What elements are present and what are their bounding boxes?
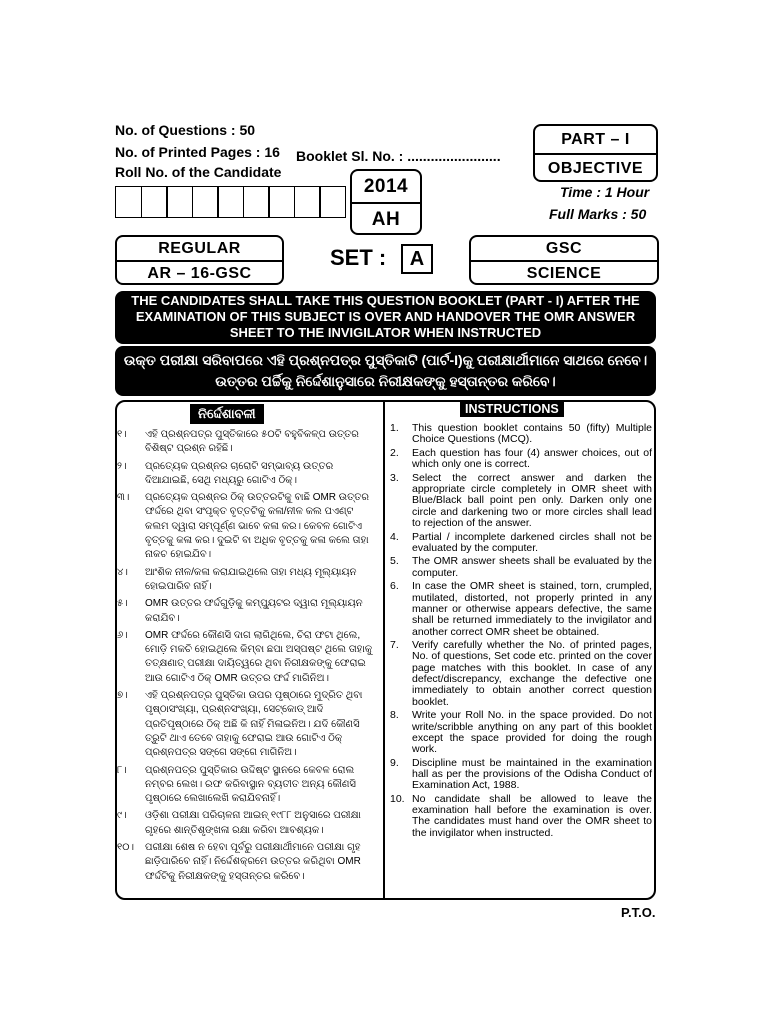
instruction-number: 10. bbox=[390, 792, 405, 805]
instruction-text: The OMR answer sheets shall be evaluated by the computer. bbox=[412, 555, 652, 579]
odia-banner-line1: ଉକ୍ତ ପରୀକ୍ଷା ସରିବାପରେ ଏହି ପ୍ରଶ୍ନପତ୍ର ପୁସ୍ତିକାଟି (ପାର୍ଟ-I)କୁ ପରୀକ୍ଷାର୍ଥୀମାନେ ସାଥରେ ନେବେ। bbox=[123, 352, 648, 368]
regular-label: REGULAR bbox=[158, 239, 241, 257]
year: 2014 bbox=[363, 175, 409, 197]
no-of-printed-pages: No. of Printed Pages : 16 bbox=[115, 144, 280, 160]
odia-instructions-title: ନିର୍ଦ୍ଦେଶାବଳୀ bbox=[190, 404, 264, 424]
instruction-number: ୨। bbox=[117, 460, 127, 472]
instruction-number: ୬। bbox=[117, 629, 128, 641]
instruction-number: ୭। bbox=[117, 690, 128, 702]
instruction-item bbox=[117, 491, 379, 562]
code: AH bbox=[352, 202, 420, 235]
instruction-number: 2. bbox=[390, 446, 399, 459]
roll-digit-box[interactable] bbox=[166, 186, 193, 218]
pto-label: P.T.O. bbox=[621, 905, 656, 920]
instruction-text: Verify carefully whether the No. of printed pages, No. of questions, Set code etc. printed on the cover page matches with this booklet. In case of any defect/discrepancy, exchange the defective one immediately to obtain another correct question booklet. bbox=[412, 639, 652, 708]
instruction-text: ପରୀକ୍ଷା ଶେଷ ନ ହେବା ପୂର୍ବରୁ ପରୀକ୍ଷାର୍ଥୀମାନେ ପରୀକ୍ଷା ଗୃହ ଛାଡ଼ିପାରିବେ ନାହିଁ। ନିର୍ଦ୍ଦେଶକ୍ରମେ ଉତ୍ତର କରିଥିବା OMR ଫର୍ଦ୍ଦଟିକୁ ନିରୀକ୍ଷକଙ୍କୁ ହସ୍ତାନ୍ତର କରିବେ। bbox=[145, 842, 361, 882]
set-value: A bbox=[401, 244, 433, 274]
instruction-text: Partial / incomplete darkened circles shall not be evaluated by the computer. bbox=[412, 530, 652, 554]
instruction-text: ଏହି ପ୍ରଶ୍ନପତ୍ର ପୁସ୍ତିକା ଉପର ପୃଷ୍ଠାରେ ମୁଦ୍ରିତ ଥିବା ପୃଷ୍ଠାସଂଖ୍ୟା, ପ୍ରଶ୍ନସଂଖ୍ୟା, ସେଟ୍‌କୋଡ୍ ଆଦି ପ୍ରତିପୃଷ୍ଠାରେ ଠିକ୍ ଅଛି କି ନାହିଁ ମିଳାଇନିଅ। ଯଦି କୌଣସି ତ୍ରୁଟି ଥାଏ ତେବେ ତାହାକୁ ଫେରାଇ ଆଉ ଗୋଟିଏ ଠିକ୍ ପ୍ରଶ୍ନପତ୍ର ସଙ୍ଗେ ସଙ୍ଗେ ମାଗିନିଅ। bbox=[145, 690, 363, 759]
instruction-item bbox=[117, 841, 379, 884]
roll-digit-box[interactable] bbox=[294, 186, 321, 218]
time: Time : 1 Hour bbox=[560, 184, 650, 200]
roll-digit-box[interactable] bbox=[217, 186, 244, 218]
instruction-text: ପ୍ରତ୍ୟେକ ପ୍ରଶ୍ନର ଚାରୋଟି ସମ୍ଭାବ୍ୟ ଉତ୍ତର ଦିଆଯାଇଛି, ସେଥି ମଧ୍ୟରୁ ଗୋଟିଏ ଠିକ୍। bbox=[145, 460, 334, 486]
instruction-item bbox=[117, 629, 379, 686]
instruction-number: ୧୦। bbox=[117, 842, 134, 854]
instruction-item bbox=[390, 581, 652, 637]
instruction-item bbox=[390, 448, 652, 471]
instruction-item bbox=[117, 460, 379, 489]
instruction-text: OMR ଉତ୍ତର ଫର୍ଦ୍ଦଗୁଡ଼ିକୁ କମ୍ପ୍ୟୁଟର ଦ୍ୱାରା ମୂଲ୍ୟାୟନ କରାଯିବ। bbox=[145, 598, 363, 624]
roll-digit-box[interactable] bbox=[192, 186, 219, 218]
instruction-number: 9. bbox=[390, 756, 399, 769]
subject-box bbox=[469, 235, 659, 285]
instruction-number: ୩। bbox=[117, 492, 130, 504]
regular-box bbox=[115, 235, 284, 285]
science-label: SCIENCE bbox=[471, 260, 657, 285]
instruction-text: No candidate shall be allowed to leave the examination hall before the examination is over. The candidates must hand over the OMR sheet to the invigilator when instructed. bbox=[412, 792, 652, 839]
objective-label: OBJECTIVE bbox=[535, 153, 656, 182]
instruction-item bbox=[390, 640, 652, 708]
instruction-item bbox=[117, 597, 379, 626]
instruction-text: ଆଂଶିକ ନୀଳ/କଳା କରାଯାଇଥିଲେ ତାହା ମଧ୍ୟ ମୂଲ୍ୟାୟନ ହୋଇପାରିବ ନାହିଁ। bbox=[145, 566, 357, 592]
instruction-text: Discipline must be maintained in the examination hall as per the provisions of the Odisha Conduct of Examination Act, 1988. bbox=[412, 756, 652, 792]
roll-digit-box[interactable] bbox=[319, 186, 346, 218]
instruction-text: Select the correct answer and darken the appropriate circle completely in OMR sheet with Blue/Black ball point pen only. Darken only one circle and darkening two or more circles shall lead to rejection of the answer. bbox=[412, 471, 652, 529]
odia-instructions-list bbox=[117, 428, 379, 887]
instruction-number: 7. bbox=[390, 639, 399, 652]
english-banner: THE CANDIDATES SHALL TAKE THIS QUESTION BOOKLET (PART - I) AFTER THE EXAMINATION OF THIS SUBJECT IS OVER AND HANDOVER THE OMR ANSWER SHEET TO THE INVIGILATOR WHEN INSTRUCTED bbox=[115, 291, 656, 344]
instruction-number: ୯। bbox=[117, 810, 127, 822]
roll-digit-box[interactable] bbox=[115, 186, 142, 218]
roll-digit-box[interactable] bbox=[243, 186, 270, 218]
instruction-text: Each question has four (4) answer choices, out of which only one is correct. bbox=[412, 446, 652, 471]
gsc-label: GSC bbox=[545, 239, 583, 257]
instruction-number: ୫। bbox=[117, 598, 128, 610]
instruction-item bbox=[390, 556, 652, 579]
instruction-item bbox=[117, 566, 379, 595]
instruction-item bbox=[390, 794, 652, 839]
booklet-sl-no: Booklet Sl. No. : ........................ bbox=[296, 148, 501, 164]
instruction-number: ୧। bbox=[117, 429, 127, 440]
instruction-item bbox=[390, 758, 652, 792]
instruction-number: 4. bbox=[390, 530, 399, 543]
instruction-number: 3. bbox=[390, 471, 399, 484]
column-divider bbox=[383, 400, 385, 900]
part-label: PART – I bbox=[561, 130, 630, 148]
instruction-text: ପ୍ରତ୍ୟେକ ପ୍ରଶ୍ନର ଠିକ୍ ଉତ୍ତରଟିକୁ ବାଛି OMR ଉତ୍ତର ଫର୍ଦ୍ଦରେ ଥିବା ସଂପୃକ୍ତ ବୃତ୍ତଟିକୁ କଳା/ନୀଳ କଲ ପଏଣ୍ଟ କଲମ ଦ୍ୱାରା ସମ୍ପୂର୍ଣ୍ଣ ଭାବେ କଳା କର। କେବଳ ଗୋଟିଏ ବୃତ୍ତକୁ କଳା କର। ଦୁଇଟି ବା ଅଧିକ ବୃତ୍ତକୁ କଳା କଲେ ତାହା ନାକଚ ହୋଇଯିବ। bbox=[145, 492, 369, 561]
instruction-text: OMR ଫର୍ଦ୍ଦରେ କୌଣସି ଦାଗ ଲାଗିଥିଲେ, ଚିରା ଫଟା ଥିଲେ, ମୋଡ଼ି ମକଚି ହୋଇଥିଲେ କିମ୍ବା ଛପା ଅସ୍ପଷ୍ଟ ଥିଲେ ତାହାକୁ ତତ୍‌କ୍ଷଣାତ୍ ପରୀକ୍ଷା ଦାୟିତ୍ୱରେ ଥିବା ନିରୀକ୍ଷକଙ୍କୁ ଫେରାଇ ଆଉ ଗୋଟିଏ ଠିକ୍ OMR ଉତ୍ତର ଫର୍ଦ୍ଦ ମାଗିନିଅ। bbox=[145, 629, 373, 684]
instruction-item bbox=[390, 710, 652, 755]
roll-digit-box[interactable] bbox=[141, 186, 168, 218]
instruction-item bbox=[117, 764, 379, 807]
part-box bbox=[533, 124, 658, 182]
instruction-number: 8. bbox=[390, 709, 399, 722]
instruction-item bbox=[390, 473, 652, 529]
ar-code: AR – 16-GSC bbox=[117, 260, 282, 285]
instruction-text: In case the OMR sheet is stained, torn, crumpled, mutilated, distorted, not properly printed in any manner or otherwise appears defective, the same shall be returned immediately to the invigilator and another correct OMR sheet be obtained. bbox=[412, 580, 652, 638]
roll-digit-box[interactable] bbox=[268, 186, 295, 218]
odia-banner bbox=[115, 346, 656, 396]
instruction-number: ୪। bbox=[117, 566, 128, 578]
instruction-number: ୮। bbox=[117, 764, 127, 776]
instruction-item bbox=[390, 532, 652, 555]
no-of-questions: No. of Questions : 50 bbox=[115, 122, 256, 138]
odia-banner-line2: ଉତ୍ତର ପର୍ଚ୍ଚିକୁ ନିର୍ଦ୍ଦେଶାନୁସାରେ ନିରୀକ୍ଷକଙ୍କୁ ହସ୍ତାନ୍ତର କରିବେ। bbox=[215, 373, 556, 389]
instruction-text: ଏହି ପ୍ରଶ୍ନପତ୍ର ପୁସ୍ତିକାରେ ୫୦ଟି ବହୁବିକଳ୍ପ ଉତ୍ତର ବିଶିଷ୍ଟ ପ୍ରଶ୍ନ ରହିଛି। bbox=[145, 429, 359, 455]
instruction-item bbox=[117, 809, 379, 838]
english-instructions-list bbox=[390, 423, 652, 841]
instruction-number: 6. bbox=[390, 580, 399, 593]
english-instructions-title: INSTRUCTIONS bbox=[460, 401, 564, 417]
roll-no-label: Roll No. of the Candidate bbox=[115, 164, 282, 180]
instruction-item bbox=[390, 423, 652, 446]
instruction-number: 1. bbox=[390, 422, 399, 434]
full-marks: Full Marks : 50 bbox=[549, 206, 647, 222]
roll-no-boxes[interactable] bbox=[115, 186, 345, 218]
instruction-number: 5. bbox=[390, 555, 399, 568]
instruction-text: ଓଡ଼ିଶା ପରୀକ୍ଷା ପରିଚାଳନା ଆଇନ୍ ୧୯୮୮ ଅନୁସାରେ ପରୀକ୍ଷା ଗୃହରେ ଶାନ୍ତିଶୃଙ୍ଖଳା ରକ୍ଷା କରିବା ଆବଶ୍ୟକ। bbox=[145, 810, 361, 836]
instruction-text: ପ୍ରଶ୍ନପତ୍ର ପୁସ୍ତିକାର ଉଦ୍ଦିଷ୍ଟ ସ୍ଥାନରେ କେବଳ ରୋଲ ନମ୍ବର ଲେଖ। ରଫ କରିବାସ୍ଥାନ ବ୍ୟତୀତ ଅନ୍ୟ କୌଣସି ପୃଷ୍ଠାରେ ଲେଖାଲେଖି କରାଯିବନାହିଁ। bbox=[145, 764, 356, 805]
instruction-text: This question booklet contains 50 (fifty) Multiple Choice Questions (MCQ). bbox=[412, 422, 652, 446]
instruction-text: Write your Roll No. in the space provided. Do not write/scribble anything on any part of this booklet except the space provided for doing the rough work. bbox=[412, 709, 652, 756]
instruction-item bbox=[117, 428, 379, 457]
set-label: SET : bbox=[330, 245, 387, 270]
instruction-item bbox=[117, 689, 379, 760]
year-code-box bbox=[350, 169, 422, 235]
